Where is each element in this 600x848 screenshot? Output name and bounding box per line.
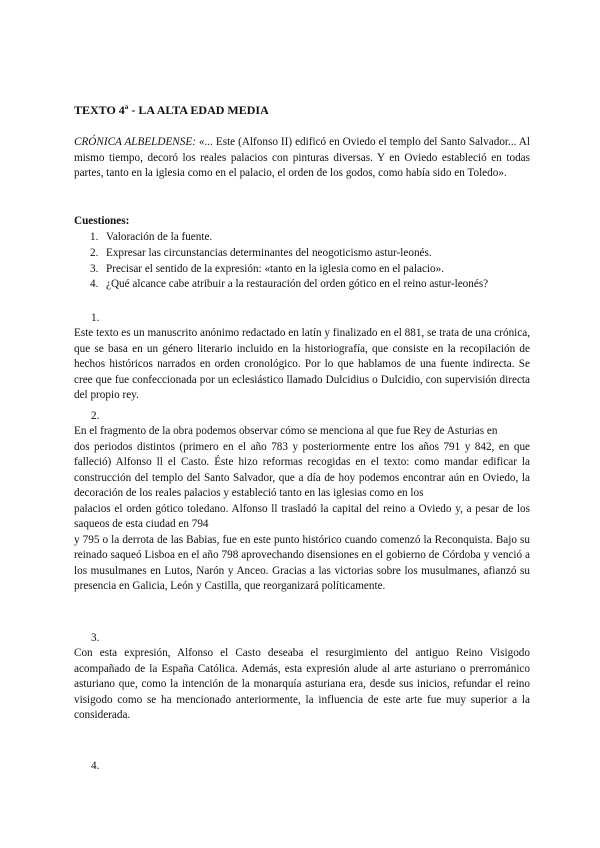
answer-3-number: 3. <box>91 632 100 644</box>
answer-1-text <box>74 326 530 404</box>
answer-1-number: 1. <box>91 312 100 324</box>
source-label: CRÓNICA ALBELDENSE: <box>74 136 196 148</box>
answer-paragraph: Con esta expresión, Alfonso el Casto deseaba el resurgimiento del antiguo Reino Visigodo acompañado de la España Católica. Además, esta expresión alude al arte asturiano o prerrománico asturiano que, como la intención de la monarquía asturiana era, desde sus inicios, refundar el reino visigodo como se ha mencionado anteriormente, la influencia de este arte fue muy superior a la considerada. <box>74 647 530 721</box>
questions-heading: Cuestiones: <box>74 215 130 227</box>
question-item <box>74 262 530 278</box>
questions-list <box>74 230 530 293</box>
source-body: «... Este (Alfonso II) edificó en Oviedo el templo del Santo Salvador... Al mismo tiempo, decoró los reales palacios con pinturas diversas. Y en Oviedo estableció en todas partes, tanto en la iglesia como en el palacio, el orden de los godos, como había sido en Toledo». <box>74 136 530 179</box>
answer-paragraph: palacios el orden gótico toledano. Alfonso ll trasladó la capital del reino a Oviedo y, a pesar de los saqueos de esta ciudad en 794 <box>74 502 530 530</box>
question-number: 3. <box>90 262 99 275</box>
question-text: Valoración de la fuente. <box>106 231 213 243</box>
question-item <box>74 246 530 262</box>
answer-3-text <box>74 646 530 724</box>
source-text <box>74 135 530 182</box>
answer-2-number: 2. <box>91 410 100 422</box>
answer-paragraph: Este texto es un manuscrito anónimo redactado en latín y finalizado en el 881, se trata de una crónica, que se basa en un género literario incluido en la historiografía, que consiste en la recopilación de hechos históricos narrados en orden cronológico. Por lo que hablamos de una fuente indirecta. Se cree que fue confeccionada por un eclesiástico llamado Dulcidius o Dulcidio, con supervisión directa del propio rey. <box>74 327 530 401</box>
answer-2-text <box>74 424 530 595</box>
question-item <box>74 230 530 246</box>
answer-4-number: 4. <box>91 760 100 772</box>
answer-paragraph: En el fragmento de la obra podemos observar cómo se menciona al que fue Rey de Asturias en <box>74 425 498 437</box>
question-number: 4. <box>90 278 99 291</box>
question-number: 1. <box>90 231 99 243</box>
question-text: ¿Qué alcance cabe atribuir a la restauración del orden gótico en el reino astur-leonés? <box>106 278 489 291</box>
question-text: Precisar el sentido de la expresión: «tanto en la iglesia como en el palacio». <box>106 262 444 275</box>
answer-paragraph: dos periodos distintos (primero en el año 783 y posteriormente entre los años 791 y 842, en que falleció) Alfonso ll el Casto. Éste hizo reformas recogidas en el texto: como mandar edificar la construcción del templo del Santo Salvador, que a día de hoy podemos encontrar aún en Oviedo, la decoración de los reales palacios y estableció tanto en las iglesias como en los <box>74 440 530 499</box>
document-title: TEXTO 4ª - LA ALTA EDAD MEDIA <box>74 103 269 117</box>
question-item <box>74 277 530 293</box>
question-number: 2. <box>90 246 99 259</box>
answer-paragraph: y 795 o la derrota de las Babias, fue en este punto histórico cuando comenzó la Reconquista. Bajo su reinado saqueó Lisboa en el año 798 aprovechando disensiones en el gobierno de Córdoba y venció a los musulmanes en Lutos, Narón y Anceo. Gracias a las victorias sobre los musulmanes, afianzó su presencia en Galicia, León y Castilla, que reorganizará políticamente. <box>74 533 530 592</box>
question-text: Expresar las circunstancias determinantes del neogoticismo astur-leonés. <box>106 246 432 259</box>
